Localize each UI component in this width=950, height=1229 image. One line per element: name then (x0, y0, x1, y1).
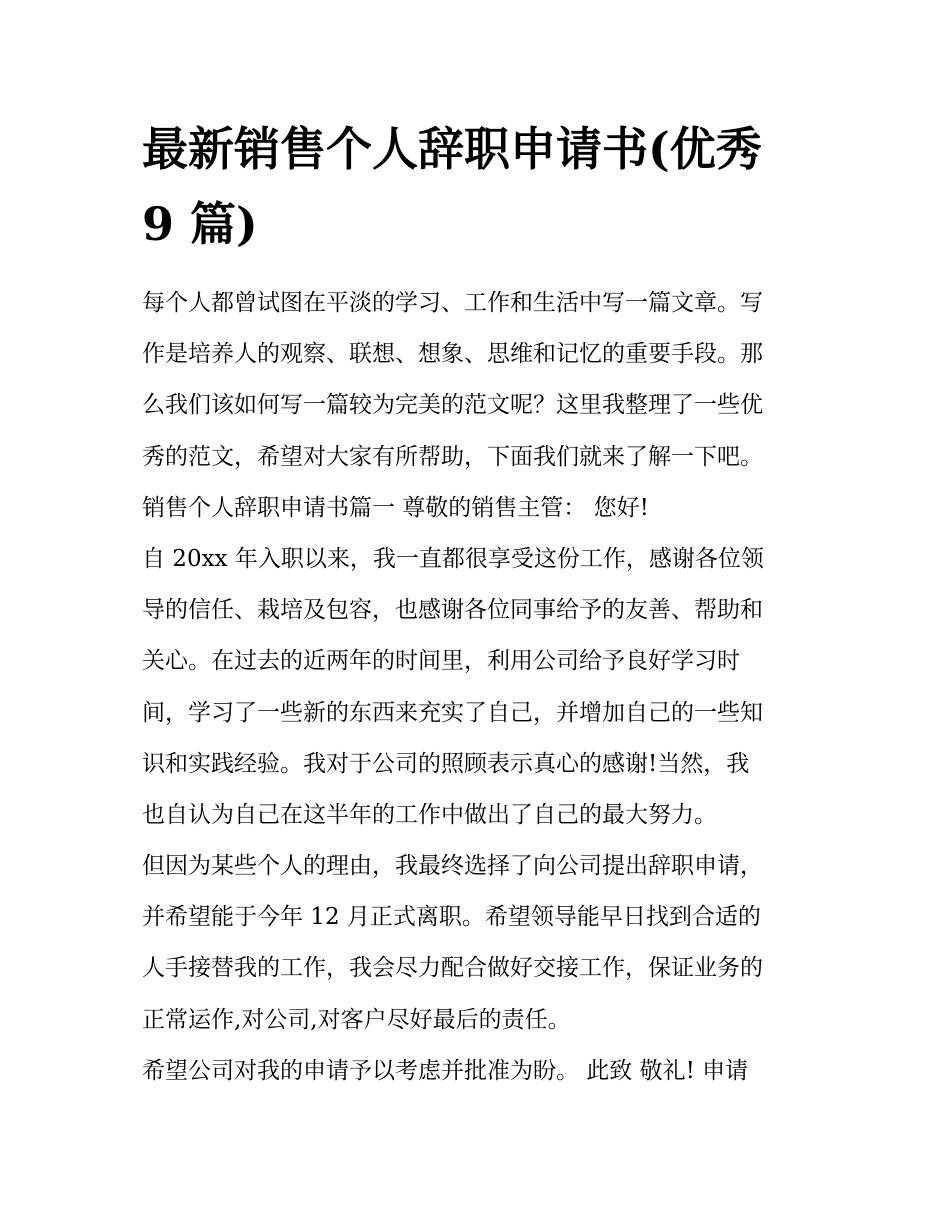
body-line: 自 20xx 年入职以来，我一直都很享受这份工作，感谢各位领 (142, 545, 764, 572)
body-line: 导的信任、栽培及包容，也感谢各位同事给予的友善、帮助和 (142, 597, 763, 624)
body-line: 识和实践经验。我对于公司的照顾表示真心的感谢!当然，我 (142, 750, 750, 777)
document-title (142, 112, 822, 262)
body-line: 关心。在过去的近两年的时间里，利用公司给予良好学习时 (142, 648, 740, 675)
body-line: 但因为某些个人的理由，我最终选择了向公司提出辞职申请， (142, 853, 763, 880)
body-line: 作是培养人的观察、联想、想象、思维和记忆的重要手段。那 (142, 341, 763, 368)
body-line: 每个人都曾试图在平淡的学习、工作和生活中写一篇文章。写 (142, 290, 763, 316)
body-line: 秀的范文，希望对大家有所帮助，下面我们就来了解一下吧。 (142, 443, 763, 470)
title-line: 最新销售个人辞职申请书(优秀 (142, 122, 762, 176)
body-line: 么我们该如何写一篇较为完美的范文呢？这里我整理了一些优 (142, 392, 763, 419)
body-line: 人手接替我的工作，我会尽力配合做好交接工作，保证业务的 (142, 955, 763, 982)
body-line: 正常运作,对公司,对客户尽好最后的责任。 (142, 1006, 571, 1033)
body-line: 间，学习了一些新的东西来充实了自己，并增加自己的一些知 (142, 699, 763, 726)
body-line: 并希望能于今年 12 月正式离职。希望领导能早日找到合适的 (142, 904, 761, 931)
body-line: 销售个人辞职申请书篇一 尊敬的销售主管： 您好! (142, 494, 649, 521)
document-body (142, 278, 822, 1097)
body-line: 希望公司对我的申请予以考虑并批准为盼。 此致 敬礼! 申请 (142, 1057, 749, 1084)
title-line: 9 篇) (142, 197, 258, 251)
body-line: 也自认为自己在这半年的工作中做出了自己的最大努力。 (142, 801, 717, 828)
